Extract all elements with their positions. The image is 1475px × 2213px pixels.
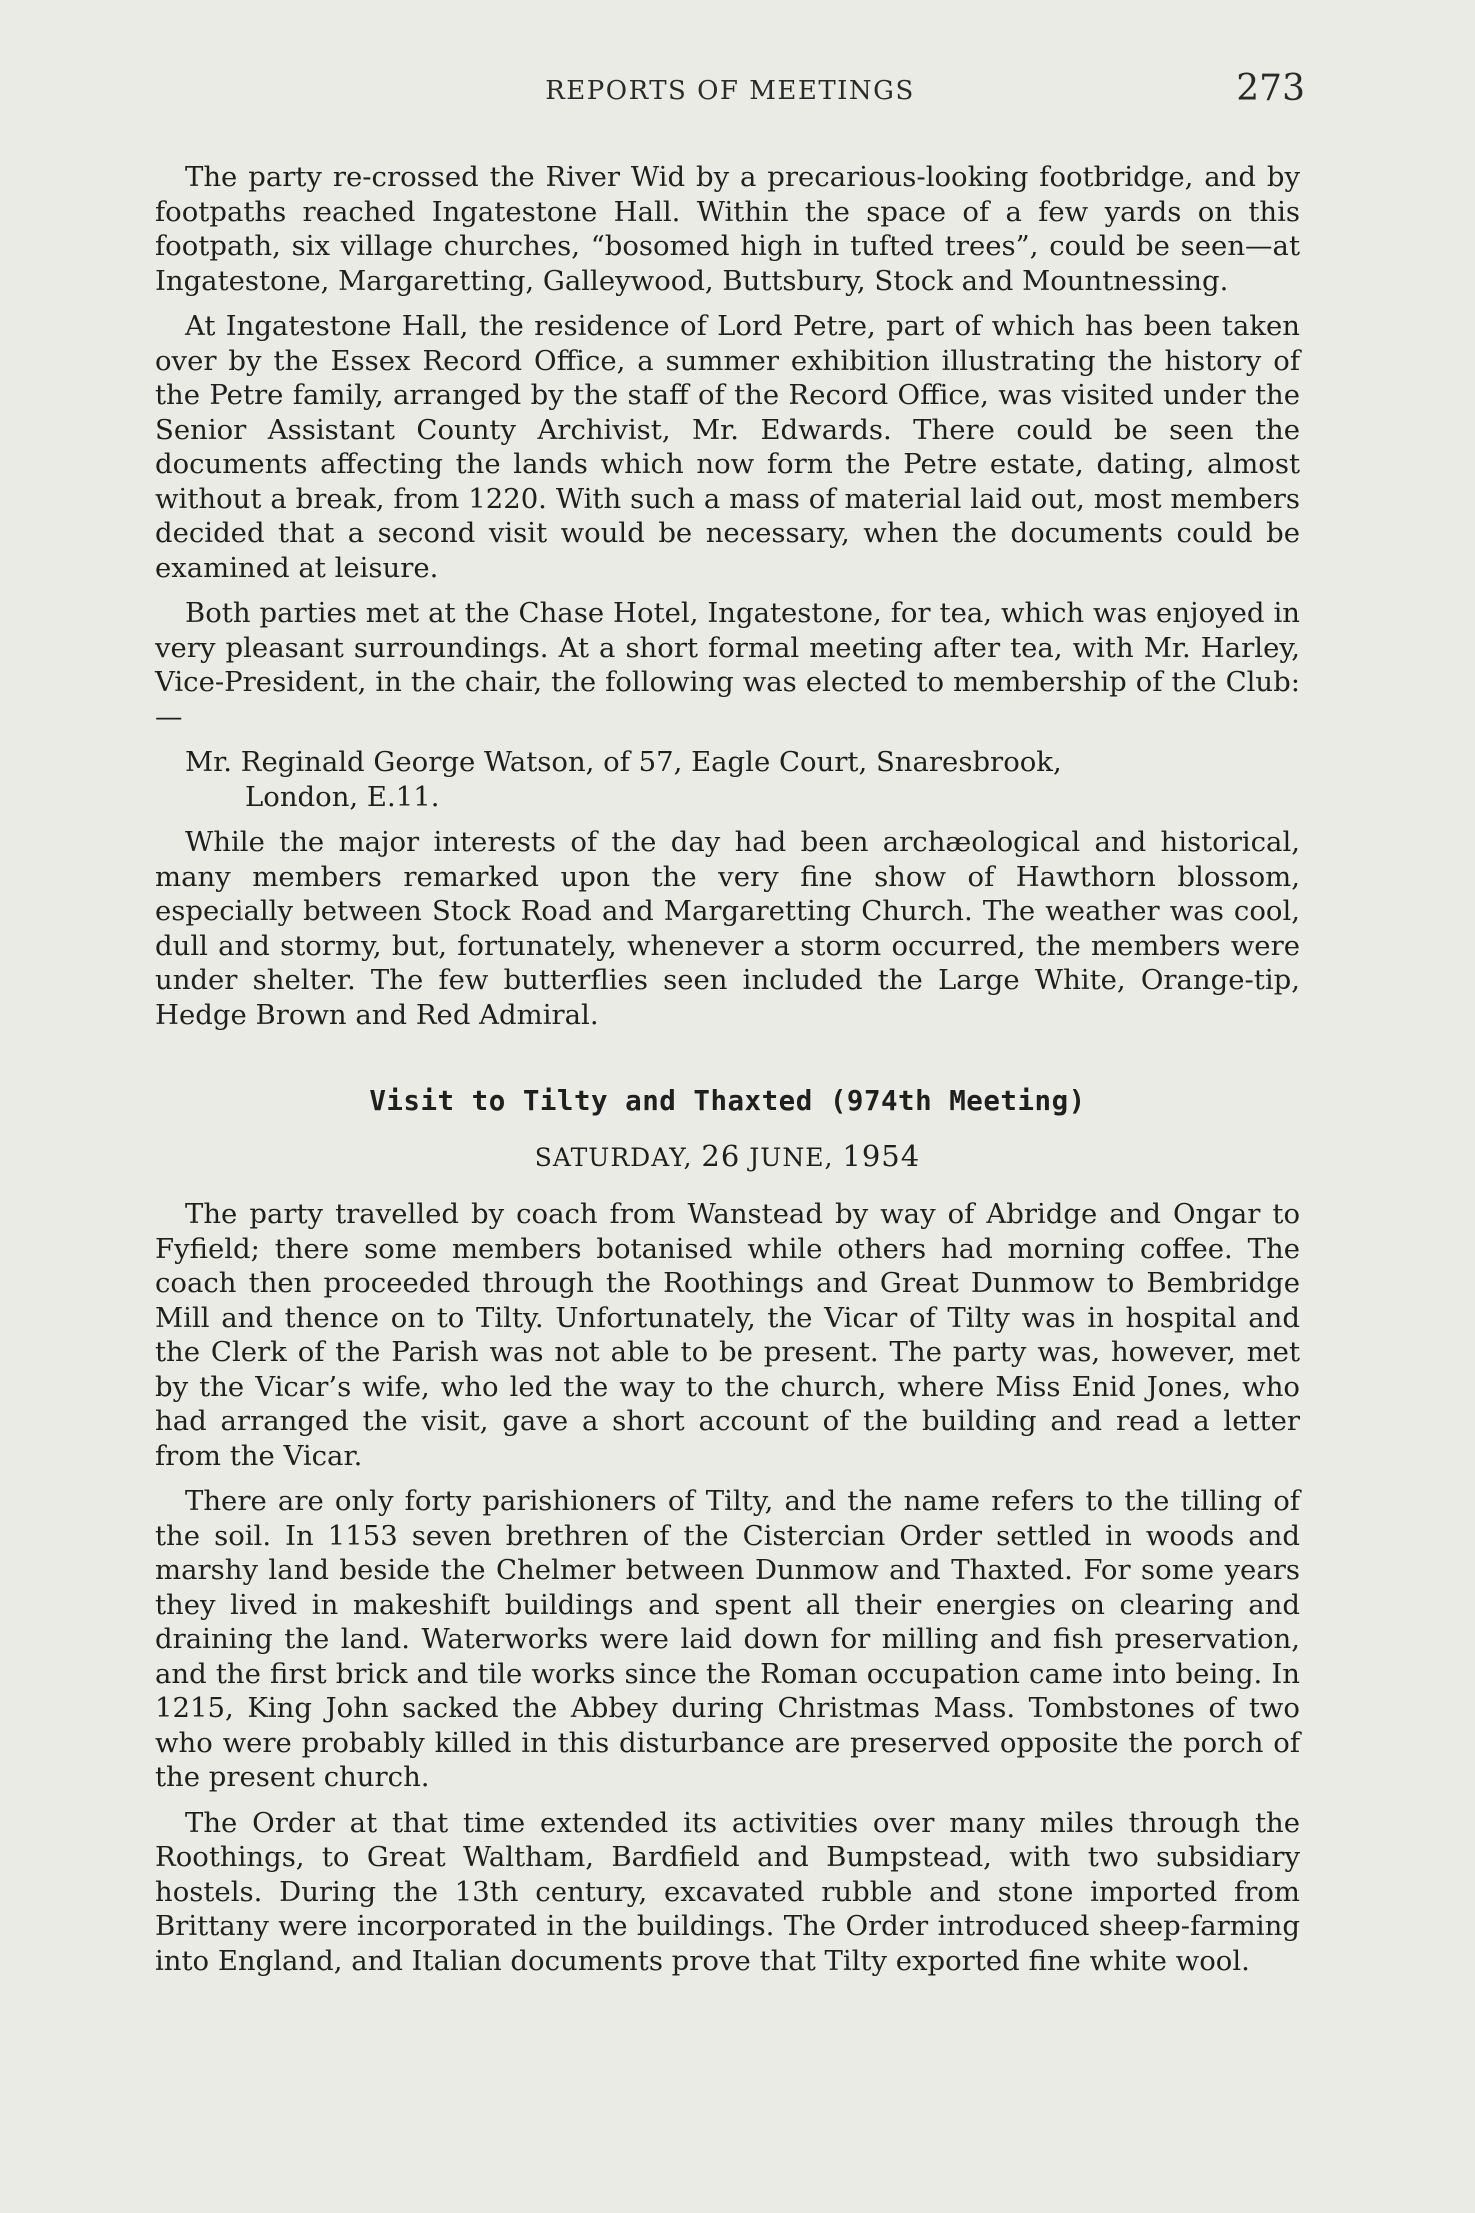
paragraph: At Ingatestone Hall, the residence of Lord Petre, part of which has been taken over by the Essex Record Office, a summer exhibition illustrating the history of the Petre family, arranged by the staff of the Record Office, was visited under the Senior Assistant County Archivist, Mr. Edwards. There could be seen the documents affecting the lands which now form the Petre estate, dating, almost without a break, from 1220. With such a mass of material laid out, most members decided that a second visit would be necessary, when the documents could be examined at leisure. <box>155 310 1300 584</box>
paragraph: The party re-crossed the River Wid by a precarious-looking footbridge, and by footpaths reached Ingatestone Hall. Within the space of a few yards on this footpath, six village churches, “bosomed high in tufted trees”, could be seen—at Ingatestone, Margaretting, Galleywood, Buttsbury, Stock and Mountnessing. <box>155 161 1300 297</box>
date-day: SATURDAY, <box>534 1142 693 1172</box>
date-number: 26 <box>701 1138 741 1173</box>
section-heading: Visit to Tilty and Thaxted (974th Meeting) <box>369 1085 1086 1117</box>
date-year: 1954 <box>842 1138 921 1173</box>
page-number: 273 <box>1236 68 1305 109</box>
paragraph: The party travelled by coach from Wanstead by way of Abridge and Ongar to Fyfield; there some members botanised while others had morning coffee. The coach then proceeded through the Roothings and Great Dunmow to Bembridge Mill and thence on to Tilty. Unfortunately, the Vicar of Tilty was in hospital and the Clerk of the Parish was not able to be present. The party was, however, met by the Vicar’s wife, who led the way to the church, where Miss Enid Jones, who had arranged the visit, gave a short account of the building and read a letter from the Vicar. <box>155 1198 1300 1472</box>
paragraph: While the major interests of the day had been archæological and historical, many members remarked upon the very fine show of Hawthorn blossom, especially between Stock Road and Margaretting Church. The weather was cool, dull and stormy, but, fortunately, whenever a storm occurred, the members were under shelter. The few butterflies seen included the Large White, Orange-tip, Hedge Brown and Red Admiral. <box>155 826 1300 1031</box>
running-header <box>155 70 1305 110</box>
date-month: JUNE, <box>749 1142 834 1172</box>
body-text <box>155 160 1300 1989</box>
paragraph: There are only forty parishioners of Tilty, and the name refers to the tilling of the soil. In 1153 seven brethren of the Cistercian Order settled in woods and marshy land beside the Chelmer between Dunmow and Thaxted. For some years they lived in makeshift buildings and spent all their energies on clearing and draining the land. Waterworks were laid down for milling and fish preservation, and the first brick and tile works since the Roman occupation came into being. In 1215, King John sacked the Abbey during Christmas Mass. Tombstones of two who were probably killed in this disturbance are preserved opposite the porch of the present church. <box>155 1485 1300 1793</box>
running-title: REPORTS OF MEETINGS <box>545 76 915 106</box>
meeting-date <box>155 1139 1300 1176</box>
member-line-1: Mr. Reginald George Watson, of 57, Eagle Court, Snaresbrook, <box>185 746 1062 778</box>
member-line-2: London, E.11. <box>245 780 440 813</box>
paragraph: Both parties met at the Chase Hotel, Ingatestone, for tea, which was enjoyed in very pleasant surroundings. At a short formal meeting after tea, with Mr. Harley, Vice-President, in the chair, the following was elected to membership of the Club:— <box>155 597 1300 733</box>
paragraph: The Order at that time extended its activities over many miles through the Roothings, to Great Waltham, Bardfield and Bumpstead, with two subsidiary hostels. During the 13th century, excavated rubble and stone imported from Brittany were incorporated in the buildings. The Order introduced sheep-farming into England, and Italian documents prove that Tilty exported fine white wool. <box>155 1806 1300 1977</box>
new-member-entry <box>155 745 1300 814</box>
